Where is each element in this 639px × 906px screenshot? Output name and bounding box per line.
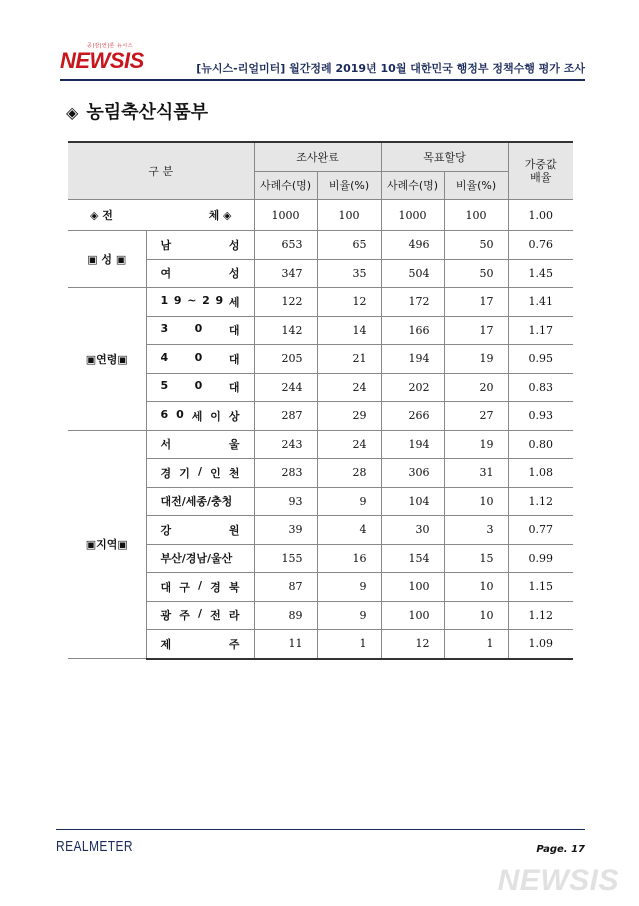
row-label-glyph: / (197, 464, 202, 478)
table-cell: 1000 (381, 200, 444, 231)
row-label (146, 516, 254, 545)
row-label-text (161, 351, 240, 367)
row-label (146, 544, 254, 573)
header-cases: 사례수(명) (381, 171, 444, 200)
table-cell: 1.17 (508, 316, 573, 345)
table-cell: 12 (317, 288, 381, 317)
table-cell: 1.00 (508, 200, 573, 231)
row-label-text: 대전/세종/충청 (160, 495, 233, 509)
row-label-glyph: 라 (228, 609, 240, 623)
row-group-label: ▣연령▣ (68, 288, 146, 431)
section-title-text: 농림축산식품부 (86, 102, 209, 123)
row-label-glyph: 강 (160, 523, 172, 537)
table-cell: 19 (444, 345, 508, 374)
table-cell: 0.93 (508, 402, 573, 431)
diamond-icon: ◈ (66, 103, 79, 122)
table-cell: 39 (254, 516, 317, 545)
row-label-glyph: 경 (160, 466, 172, 480)
header-target: 목표할당 (381, 142, 508, 171)
row-label-glyph: 울 (228, 438, 240, 452)
row-label (146, 316, 254, 345)
row-label-glyph: 성 (228, 238, 240, 252)
table-cell: 504 (381, 259, 444, 288)
row-label-text: 부산/경남/울산 (160, 552, 233, 566)
row-label-text (161, 522, 240, 538)
table-cell: 17 (444, 288, 508, 317)
table-cell: 0.95 (508, 345, 573, 374)
row-label (146, 259, 254, 288)
table-cell: 122 (254, 288, 317, 317)
table-cell: 496 (381, 231, 444, 260)
table-cell: 24 (317, 430, 381, 459)
row-label-glyph: 대 (228, 324, 240, 338)
row-label-glyph: 제 (160, 637, 172, 651)
row-group-label: ▣ 성 ▣ (68, 231, 146, 288)
table-cell: 1 (317, 630, 381, 659)
table-cell: 15 (444, 544, 508, 573)
table-cell: 16 (317, 544, 381, 573)
table-cell: 142 (254, 316, 317, 345)
section-title (66, 98, 208, 124)
row-label-text (161, 237, 240, 253)
table-cell: 50 (444, 231, 508, 260)
row-label-glyph: 6 (160, 407, 169, 421)
row-label-glyph: 세 (191, 409, 203, 423)
row-label-glyph: 인 (210, 466, 221, 480)
table-cell: 10 (444, 487, 508, 516)
table-cell: 3 (444, 516, 508, 545)
table-cell: 1.45 (508, 259, 573, 288)
table-cell: 11 (254, 630, 317, 659)
table-cell: 19 (444, 430, 508, 459)
table-cell: 653 (254, 231, 317, 260)
table-cell: 50 (444, 259, 508, 288)
table-cell: 9 (317, 487, 381, 516)
page-number: Page. 17 (536, 844, 585, 855)
table-cell: 266 (381, 402, 444, 431)
table-cell: 1.12 (508, 487, 573, 516)
total-label-left: ◈ 전 (90, 209, 113, 222)
table-cell: 1.12 (508, 601, 573, 630)
logo-name: NEWSIS (60, 48, 144, 73)
table-cell: 14 (317, 316, 381, 345)
row-label (146, 630, 254, 659)
table-cell: 35 (317, 259, 381, 288)
row-label-text (161, 607, 240, 623)
table-cell: 65 (317, 231, 381, 260)
row-label-text (161, 465, 240, 481)
row-label-glyph: 여 (160, 267, 172, 281)
table-row (68, 430, 573, 459)
row-label-glyph: 북 (228, 580, 240, 594)
row-label-glyph: 원 (228, 523, 240, 537)
row-label-glyph: 0 (194, 350, 203, 364)
table-cell: 20 (444, 373, 508, 402)
table-body (68, 200, 573, 659)
row-label-text (161, 379, 240, 395)
row-label-glyph: 남 (160, 238, 172, 252)
table-cell: 93 (254, 487, 317, 516)
table-cell: 287 (254, 402, 317, 431)
row-label (146, 601, 254, 630)
row-label-text (161, 408, 240, 424)
row-label-glyph: 0 (194, 379, 203, 393)
row-label-glyph: 주 (179, 609, 190, 623)
table-cell: 205 (254, 345, 317, 374)
row-label-glyph: 상 (228, 409, 240, 423)
row-label-glyph: 대 (228, 352, 240, 366)
row-label-glyph: 광 (160, 609, 172, 623)
table-cell: 0.83 (508, 373, 573, 402)
row-label-glyph: 9 (215, 293, 224, 307)
row-label-glyph: 천 (228, 466, 240, 480)
table-cell: 0.76 (508, 231, 573, 260)
survey-table (68, 141, 573, 660)
row-label-glyph: / (197, 607, 202, 621)
row-label (146, 487, 254, 516)
table-cell: 9 (317, 601, 381, 630)
table-cell: 104 (381, 487, 444, 516)
row-label-glyph: 4 (160, 350, 169, 364)
row-label-glyph: 이 (210, 409, 221, 423)
table-cell: 29 (317, 402, 381, 431)
row-label-text (161, 265, 240, 281)
table-row (68, 231, 573, 260)
header-ratio: 비율(%) (444, 171, 508, 200)
table-cell: 30 (381, 516, 444, 545)
table-cell: 100 (381, 573, 444, 602)
footer-divider (56, 829, 585, 830)
table-cell: 87 (254, 573, 317, 602)
row-label-glyph: 세 (228, 295, 240, 309)
header-survey-done: 조사완료 (254, 142, 381, 171)
logo-tagline: 공|감|언|론 뉴시스 (87, 43, 133, 49)
table-cell: 12 (381, 630, 444, 659)
row-label-glyph: 성 (228, 267, 240, 281)
table-cell: 172 (381, 288, 444, 317)
row-label-glyph: 대 (160, 580, 172, 594)
header-cases: 사례수(명) (254, 171, 317, 200)
row-label (146, 373, 254, 402)
table-cell: 100 (317, 200, 381, 231)
row-label-text (161, 294, 240, 310)
newsis-watermark: NEWSIS (497, 864, 619, 897)
header-divider (60, 79, 585, 81)
table-cell: 4 (317, 516, 381, 545)
header-weight: 가중값 배율 (508, 142, 573, 200)
row-label-text (161, 636, 240, 652)
table-cell: 194 (381, 430, 444, 459)
table-cell: 100 (381, 601, 444, 630)
table-cell: 89 (254, 601, 317, 630)
row-label-glyph: 3 (160, 322, 169, 336)
row-label-text (161, 436, 240, 452)
table-cell: 194 (381, 345, 444, 374)
row-label-glyph: 기 (179, 466, 190, 480)
table-cell: 21 (317, 345, 381, 374)
row-label (146, 231, 254, 260)
row-label (146, 345, 254, 374)
table-cell: 166 (381, 316, 444, 345)
row-label-glyph: 0 (176, 407, 184, 421)
table-cell: 0.99 (508, 544, 573, 573)
table-cell: 10 (444, 601, 508, 630)
row-group-label: ▣지역▣ (68, 430, 146, 659)
table-cell: 100 (444, 200, 508, 231)
table-cell: 0.77 (508, 516, 573, 545)
table-cell: 9 (317, 573, 381, 602)
table-cell: 347 (254, 259, 317, 288)
row-label-glyph: 1 (160, 293, 169, 307)
row-label-glyph: ~ (187, 293, 197, 307)
row-label-glyph: 구 (179, 580, 190, 594)
table-cell: 243 (254, 430, 317, 459)
row-label-text (161, 579, 240, 595)
table-cell: 31 (444, 459, 508, 488)
table-cell: 154 (381, 544, 444, 573)
table-cell: 0.80 (508, 430, 573, 459)
header-category: 구 분 (68, 142, 254, 200)
table-cell: 1.09 (508, 630, 573, 659)
table-cell: 1.08 (508, 459, 573, 488)
row-label (146, 430, 254, 459)
table-cell: 202 (381, 373, 444, 402)
row-label (146, 459, 254, 488)
table-cell: 10 (444, 573, 508, 602)
row-label-glyph: / (197, 578, 202, 592)
table-cell: 17 (444, 316, 508, 345)
row-label (146, 402, 254, 431)
table-cell: 24 (317, 373, 381, 402)
row-label (146, 573, 254, 602)
row-label-glyph: 9 (173, 293, 182, 307)
row-label (146, 288, 254, 317)
row-label-glyph: 경 (210, 580, 221, 594)
row-label-glyph: 5 (160, 379, 169, 393)
table-cell: 155 (254, 544, 317, 573)
row-label-text (161, 322, 240, 338)
table-cell: 283 (254, 459, 317, 488)
table-row (68, 288, 573, 317)
table-cell: 28 (317, 459, 381, 488)
table-cell: 1.41 (508, 288, 573, 317)
row-label-glyph: 대 (228, 381, 240, 395)
table-cell: 306 (381, 459, 444, 488)
table-cell: 1.15 (508, 573, 573, 602)
realmeter-logo: REALMETER (56, 838, 133, 855)
row-label-glyph: 전 (210, 609, 221, 623)
newsis-logo (60, 42, 160, 72)
table-cell: 27 (444, 402, 508, 431)
row-label-glyph: 0 (194, 322, 203, 336)
total-label-right: 체 ◈ (208, 209, 232, 222)
row-label-glyph: 서 (160, 438, 172, 452)
row-label-glyph: 2 (202, 293, 210, 307)
table-row-total (68, 200, 573, 231)
table-cell: 1000 (254, 200, 317, 231)
header-ratio: 비율(%) (317, 171, 381, 200)
table-cell: 1 (444, 630, 508, 659)
table-cell: 244 (254, 373, 317, 402)
row-label-glyph: 주 (228, 637, 240, 651)
total-label (68, 200, 254, 231)
report-header-title: [뉴시스-리얼미터] 월간정례 2019년 10월 대한민국 행정부 정책수행 평가 조사 (196, 62, 585, 75)
